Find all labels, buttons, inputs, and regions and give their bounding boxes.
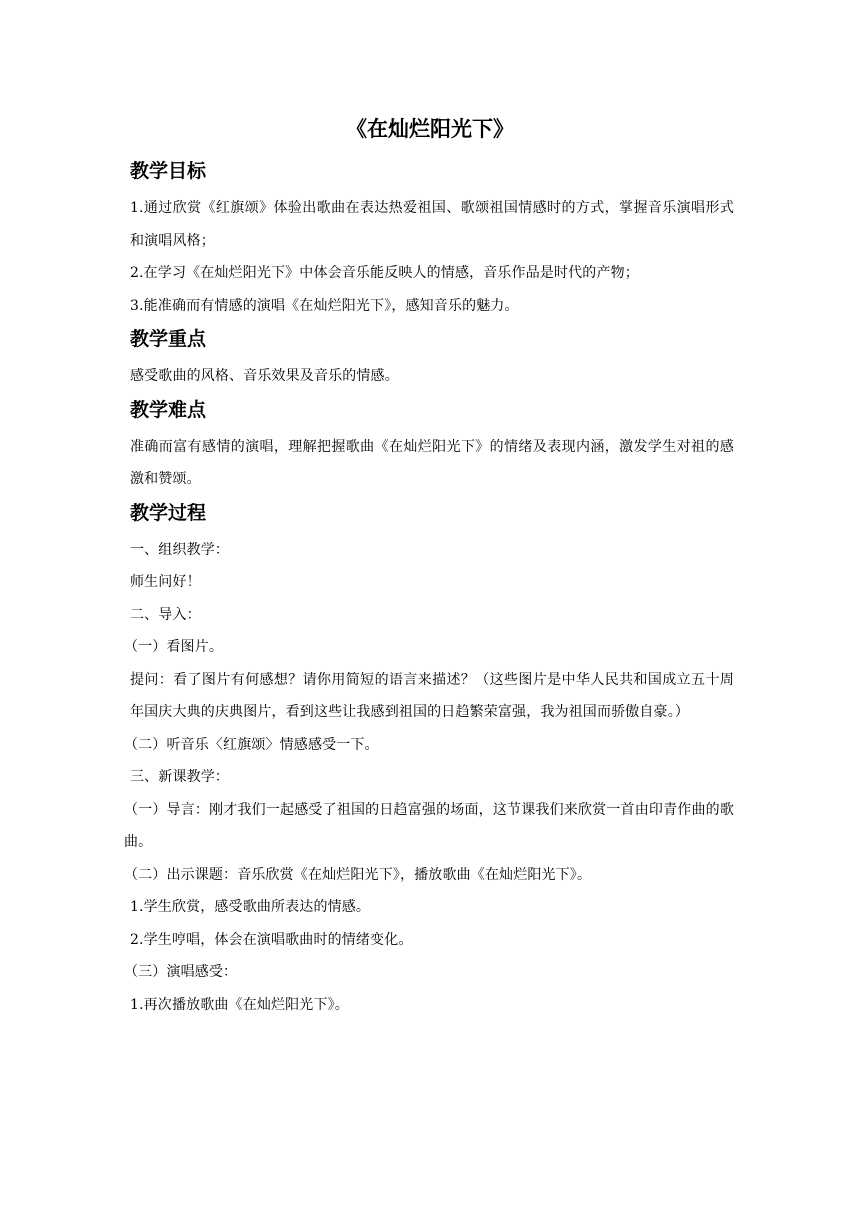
process-item: 1.学生欣赏，感受歌曲所表达的情感。 bbox=[130, 899, 371, 915]
objective-item: 1.通过欣赏《红旗颂》体验出歌曲在表达热爱祖国、歌颂祖国情感时的方式，掌握音乐演唱形式和演唱风格； bbox=[130, 200, 734, 249]
document-body bbox=[124, 154, 734, 1021]
section-heading: 教学目标 bbox=[130, 160, 207, 182]
section-heading: 教学重点 bbox=[130, 328, 207, 350]
key-points-text: 感受歌曲的风格、音乐效果及音乐的情感。 bbox=[130, 368, 399, 384]
section-process bbox=[124, 499, 734, 1022]
process-item: 2.学生哼唱，体会在演唱歌曲时的情绪变化。 bbox=[130, 931, 413, 948]
process-item: （三）演唱感受： bbox=[124, 964, 238, 980]
process-item: （二）出示课题：音乐欣赏《在灿烂阳光下》，播放歌曲《在灿烂阳光下》。 bbox=[124, 866, 592, 883]
objective-item: 3.能准确而有情感的演唱《在灿烂阳光下》，感知音乐的魅力。 bbox=[130, 297, 519, 314]
section-objectives bbox=[130, 157, 734, 322]
document-title: 《在灿烂阳光下》 bbox=[346, 117, 514, 141]
difficulties-text: 准确而富有感情的演唱，理解把握歌曲《在灿烂阳光下》的情绪及表现内涵，激发学生对祖的感激和赞颂。 bbox=[130, 438, 734, 487]
section-heading: 教学过程 bbox=[130, 501, 207, 524]
section-key-points bbox=[130, 325, 734, 393]
objective-item: 2.在学习《在灿烂阳光下》中体会音乐能反映人的情感，音乐作品是时代的产物； bbox=[130, 265, 639, 281]
process-item: 提问：看了图片有何感想？请你用简短的语言来描述？（这些图片是中华人民共和国成立五十周年国庆大典的庆典图片，看到这些让我感到祖国的日趋繁荣富强，我为祖国而骄傲自豪。） bbox=[130, 671, 734, 720]
process-item: （一）导言：刚才我们一起感受了祖国的日趋富强的场面，这节课我们来欣赏一首由印青作曲的歌曲。 bbox=[124, 801, 734, 850]
section-difficulties bbox=[130, 396, 734, 496]
process-item: 三、新课教学： bbox=[130, 769, 230, 785]
section-heading: 教学难点 bbox=[130, 398, 207, 421]
process-item: 1.再次播放歌曲《在灿烂阳光下》。 bbox=[130, 996, 349, 1013]
process-item: （二）听音乐〈红旗颂〉情感感受一下。 bbox=[124, 736, 379, 753]
process-item: 二、导入： bbox=[130, 606, 201, 623]
process-item: （一）看图片。 bbox=[124, 639, 224, 655]
process-item: 师生问好！ bbox=[130, 574, 201, 590]
process-item: 一、组织教学： bbox=[130, 541, 230, 558]
